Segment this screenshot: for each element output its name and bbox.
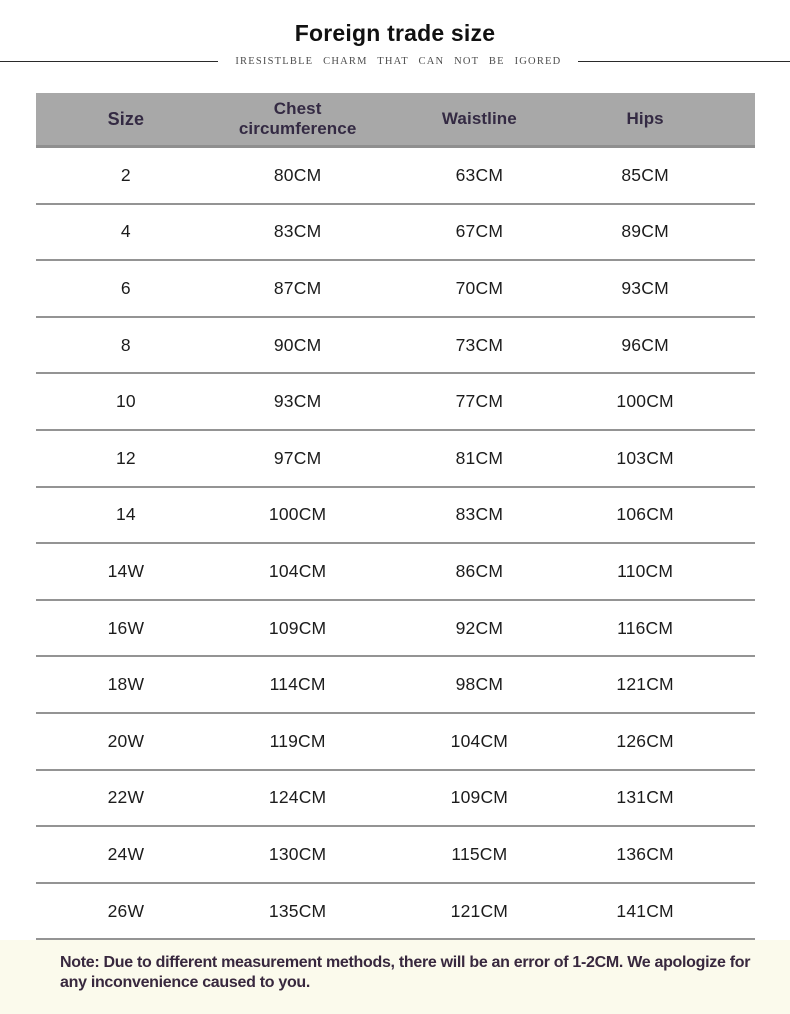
chest-cell: 97CM: [273, 447, 322, 468]
size-cell: 14W: [107, 560, 145, 581]
table-row: [36, 544, 755, 601]
page-subtitle: IRESISTLBLE CHARM THAT CAN NOT BE IGORED: [235, 56, 562, 67]
chest-cell: 104CM: [268, 560, 327, 581]
title-block: [0, 0, 790, 67]
hips-cell: 110CM: [617, 560, 674, 581]
table-row: [36, 374, 755, 431]
waistline-cell: 81CM: [455, 447, 504, 468]
chest-cell: 109CM: [268, 617, 327, 638]
table-body: [36, 148, 755, 940]
waistline-cell: 77CM: [455, 391, 504, 412]
decorative-line-right: [578, 61, 790, 62]
waistline-cell: 86CM: [455, 560, 504, 581]
table-row: [36, 884, 755, 941]
page-title: Foreign trade size: [294, 20, 496, 46]
waistline-cell: 67CM: [455, 221, 504, 242]
size-cell: 22W: [107, 787, 145, 808]
hips-cell: 121CM: [616, 674, 674, 695]
hips-cell: 136CM: [616, 843, 674, 864]
hips-cell: 141CM: [616, 900, 674, 921]
table-header-row: [36, 93, 755, 148]
hips-cell: 89CM: [621, 221, 669, 242]
table-row: [36, 771, 755, 828]
waistline-cell: 109CM: [450, 787, 509, 808]
note-text: Note: Due to different measurement methods, there will be an error of 1-2CM. We apologize for any inconvenience caused to you.: [60, 954, 751, 992]
column-header-waistline: Waistline: [441, 109, 517, 128]
table-row: [36, 205, 755, 262]
chest-cell: 87CM: [273, 277, 322, 298]
chest-cell: 130CM: [268, 843, 327, 864]
note-area: [0, 940, 790, 1014]
size-cell: 26W: [107, 900, 145, 921]
hips-cell: 116CM: [617, 617, 674, 638]
waistline-cell: 121CM: [450, 900, 509, 921]
chest-cell: 80CM: [273, 164, 322, 185]
hips-cell: 100CM: [616, 391, 674, 412]
chest-cell: 93CM: [273, 391, 322, 412]
table-row: [36, 431, 755, 488]
waistline-cell: 98CM: [455, 674, 504, 695]
chest-cell: 114CM: [269, 674, 326, 695]
chest-cell: 135CM: [268, 900, 327, 921]
chest-cell: 119CM: [269, 730, 326, 751]
hips-cell: 96CM: [621, 334, 669, 355]
size-cell: 24W: [107, 843, 145, 864]
size-cell: 6: [120, 277, 131, 298]
size-cell: 12: [115, 447, 136, 468]
size-cell: 2: [120, 164, 131, 185]
hips-cell: 93CM: [621, 277, 669, 298]
hips-cell: 126CM: [616, 730, 674, 751]
size-cell: 18W: [107, 674, 145, 695]
column-header-hips: Hips: [626, 109, 664, 128]
waistline-cell: 115CM: [451, 843, 508, 864]
hips-cell: 131CM: [616, 787, 674, 808]
table-row: [36, 827, 755, 884]
chest-cell: 100CM: [268, 504, 327, 525]
waistline-cell: 92CM: [455, 617, 504, 638]
hips-cell: 103CM: [616, 447, 674, 468]
waistline-cell: 104CM: [450, 730, 509, 751]
chest-cell: 83CM: [273, 221, 322, 242]
column-header-size: Size: [107, 108, 145, 129]
table-row: [36, 148, 755, 205]
table-row: [36, 601, 755, 658]
waistline-cell: 70CM: [455, 277, 504, 298]
waistline-cell: 83CM: [455, 504, 504, 525]
size-cell: 10: [115, 391, 136, 412]
subtitle-row: [0, 56, 790, 67]
size-table: [36, 93, 755, 940]
hips-cell: 85CM: [621, 164, 669, 185]
waistline-cell: 73CM: [455, 334, 504, 355]
table-row: [36, 318, 755, 375]
table-row: [36, 657, 755, 714]
column-header-chest: Chest circumference: [238, 99, 357, 138]
size-cell: 14: [115, 504, 136, 525]
size-cell: 4: [120, 221, 131, 242]
table-row: [36, 488, 755, 545]
chest-cell: 124CM: [268, 787, 327, 808]
table-row: [36, 714, 755, 771]
waistline-cell: 63CM: [455, 164, 504, 185]
chest-cell: 90CM: [273, 334, 322, 355]
size-cell: 8: [120, 334, 131, 355]
size-cell: 20W: [107, 730, 145, 751]
hips-cell: 106CM: [616, 504, 674, 525]
size-cell: 16W: [107, 617, 145, 638]
decorative-line-left: [0, 61, 218, 62]
table-row: [36, 261, 755, 318]
